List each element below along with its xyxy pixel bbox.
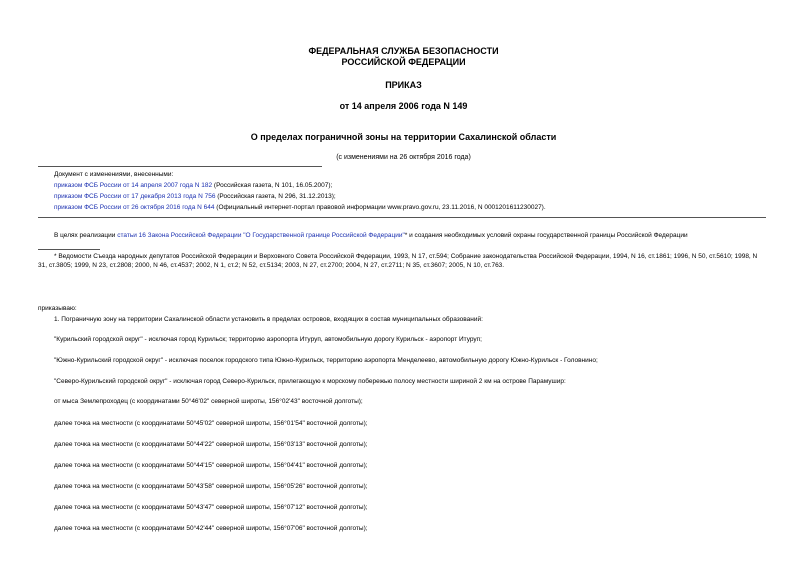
doc-title: О пределах пограничной зоны на территории Сахалинской области xyxy=(250,132,557,142)
preamble-before: В целях реализации xyxy=(54,232,118,239)
amendments-bottom-rule xyxy=(38,217,766,218)
amendment-note: (Российская газета, N 101, 16.05.2007); xyxy=(212,182,333,189)
order-paragraph: "Северо-Курильский городской округ" - исключая город Северо-Курильск, прилегающую к морскому побережью полосу местности шириной 2 км на острове Парамушир: xyxy=(54,378,566,385)
amendments-intro: Документ с изменениями, внесенными: xyxy=(54,171,174,178)
boundary-point: далее точка на местности (с координатами 50°45'02" северной широты, 156°01'54" восточной долготы); xyxy=(54,420,368,427)
footnote-text: * Ведомости Съезда народных депутатов Российской Федерации и Верховного Совета Российской Федерации, 1993, N 17, ст.594; Собрание законодательства Российской Федерации, 1994, N 16, ст.1861; 1996, N 50, ст.5610; 1998, N 31, ст.3805; 1999, N 23, ст.2808; 2000, N 46, ст.4537; 2002, N 1, ст.2; N 52, ст.5134; 2003, N 27, ст.2700; 2004, N 27, ст.2711; N 35, ст.3607; 2005, N 10, ст.763. xyxy=(38,253,758,269)
preamble xyxy=(54,232,688,240)
boundary-point: далее точка на местности (с координатами 50°44'22" северной широты, 156°03'13" восточной долготы); xyxy=(54,441,368,448)
doc-date: от 14 апреля 2006 года N 149 xyxy=(339,101,468,111)
order-paragraph: "Курильский городской округ" - исключая город Курильск; территорию аэропорта Итуруп, автомобильную дорогу Курильск - аэропорт Итуруп; xyxy=(54,336,482,343)
org-name-line2: РОССИЙСКОЙ ФЕДЕРАЦИИ xyxy=(341,57,466,67)
boundary-point: от мыса Землепроходец (с координатами 50°46'02" северной широты, 156°02'43" восточной долготы); xyxy=(54,398,363,405)
amendment-link[interactable]: приказом ФСБ России от 17 декабря 2013 года N 756 xyxy=(54,193,216,200)
preamble-after: * и создания необходимых условий охраны государственной границы Российской Федерации xyxy=(404,232,688,239)
amendment-item xyxy=(54,193,336,201)
doc-type: ПРИКАЗ xyxy=(385,80,422,90)
boundary-point: далее точка на местности (с координатами 50°42'44" северной широты, 156°07'06" восточной долготы); xyxy=(54,525,368,532)
boundary-point: далее точка на местности (с координатами 50°43'47" северной широты, 156°07'12" восточной долготы); xyxy=(54,504,368,511)
boundary-point: далее точка на местности (с координатами 50°44'15" северной широты, 156°04'41" восточной долготы); xyxy=(54,462,368,469)
amendment-note: (Российская газета, N 296, 31.12.2013); xyxy=(215,193,336,200)
org-name-line1: ФЕДЕРАЛЬНАЯ СЛУЖБА БЕЗОПАСНОСТИ xyxy=(308,46,499,56)
amendment-item xyxy=(54,204,546,212)
footnote-rule xyxy=(38,249,100,250)
amendment-link[interactable]: приказом ФСБ России от 26 октября 2016 года N 644 xyxy=(54,204,215,211)
amendment-note: (Официальный интернет-портал правовой информации www.pravo.gov.ru, 23.11.2016, N 0001201611230027). xyxy=(214,204,546,211)
law-article-link[interactable]: статьи 16 Закона Российской Федерации "О Государственной границе Российской Федерации" xyxy=(117,232,405,239)
order-word: приказываю: xyxy=(38,305,77,312)
amendment-item xyxy=(54,182,332,190)
amendments-top-rule xyxy=(38,166,322,167)
amendment-link[interactable]: приказом ФСБ России от 14 апреля 2007 года N 182 xyxy=(54,182,213,189)
edition-note: (с изменениями на 26 октября 2016 года) xyxy=(336,154,471,161)
boundary-point: далее точка на местности (с координатами 50°43'58" северной широты, 156°05'26" восточной долготы); xyxy=(54,483,368,490)
order-item-1: 1. Пограничную зону на территории Сахалинской области установить в пределах островов, входящих в состав муниципальных образований: xyxy=(54,316,483,323)
order-paragraph: "Южно-Курильский городской округ" - исключая поселок городского типа Южно-Курильск, территорию аэропорта Менделеево, автомобильную дорогу Южно-Курильск - Головнино; xyxy=(54,357,598,364)
